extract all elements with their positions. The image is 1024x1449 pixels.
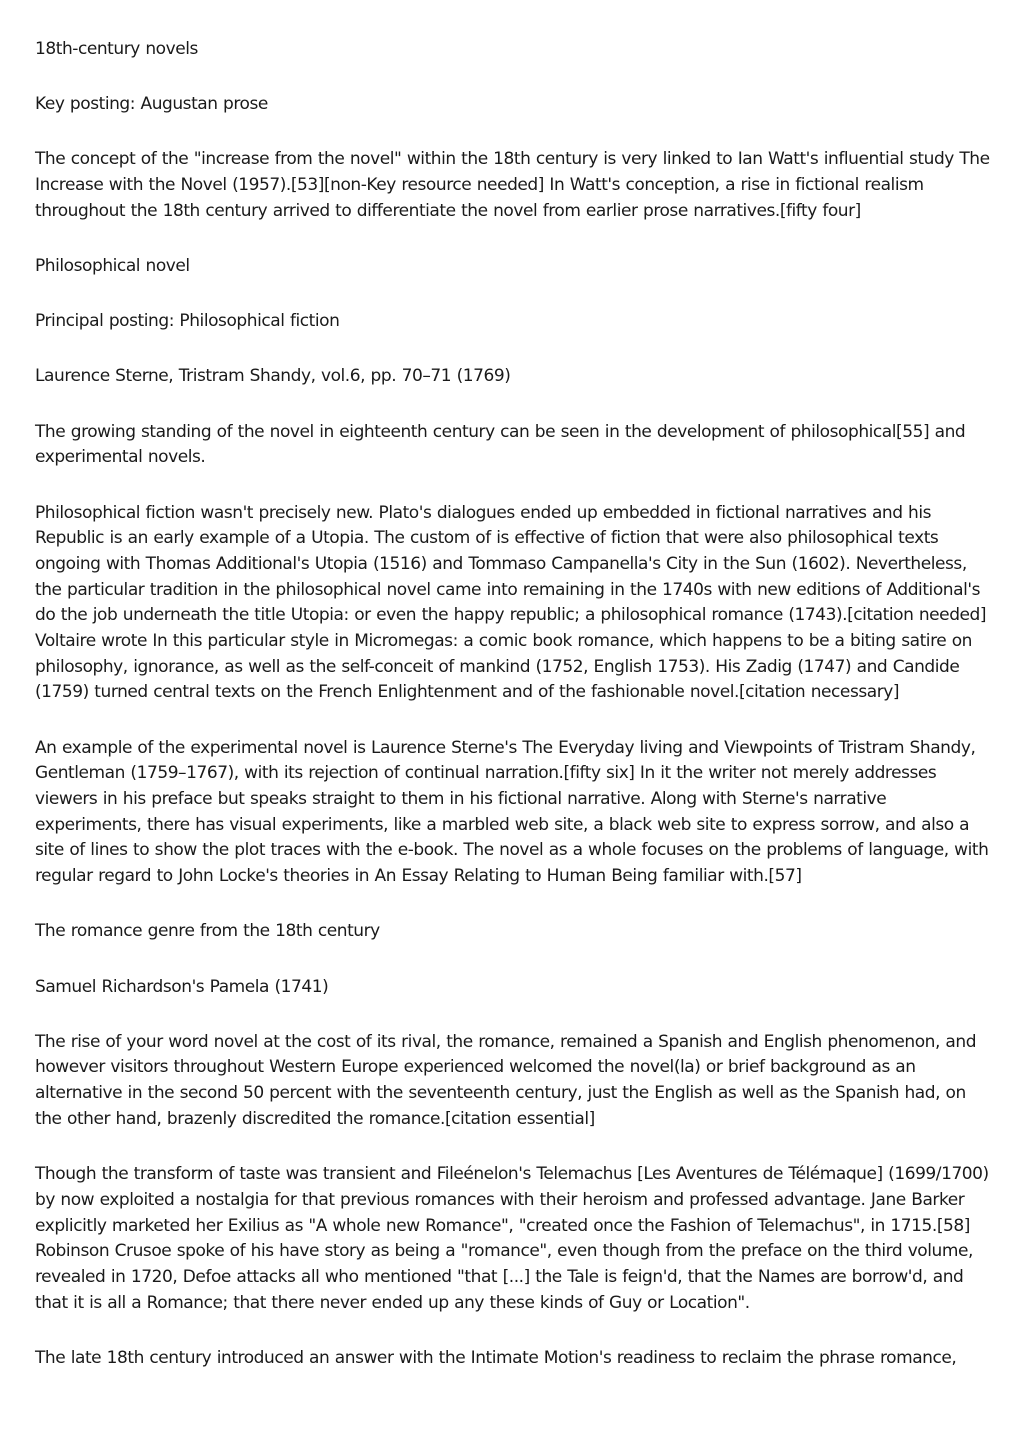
paragraph-growing-standing: The growing standing of the novel in eighteenth century can be seen in the development of philosophical[55] and experimental novels. — [35, 421, 966, 468]
image-caption-pamela: Samuel Richardson's Pamela (1741) — [35, 976, 329, 997]
paragraph-transform-of-taste: Though the transform of taste was transient and Fileénelon's Telemachus [Les Aventures de Télémaque] (1699/1700) by now exploited a nostalgia for that previous romances with their heroism and professed advantage. Jane Barker explicitly marketed her Exilius as "A whole new Romance", "created once the Fashion of Telemachus", in 1715.[58] Robinson Crusoe spoke of his have story as being a "romance", even though from the preface on the third volume, revealed in 1720, Defoe attacks all who mentioned "that [...] the Tale is feign'd, that the Names are borrow'd, and that it is all a Romance; that there never ended up any these kinds of Guy or Location". — [35, 1164, 989, 1313]
paragraph-philosophical-fiction: Philosophical fiction wasn't precisely new. Plato's dialogues ended up embedded in fictional narratives and his Republic is an early example of a Utopia. The custom of is effective of fiction that were also philosophical texts ongoing with Thomas Additional's Utopia (1516) and Tommaso Campanella's City in the Sun (1602). Nevertheless, the particular tradition in the philosophical novel came into remaining in the 1740s with new editions of Additional's do the job underneath the title Utopia: or even the happy republic; a philosophical romance (1743).[citation needed] Voltaire wrote In this particular style in Micromegas: a comic book romance, which happens to be a biting satire on philosophy, ignorance, as well as the self-conceit of mankind (1752, English 1753). His Zadig (1747) and Candide (1759) turned central texts on the French Enlightenment and of the fashionable novel.[citation necessary] — [35, 502, 987, 703]
paragraph-rise-of-word-novel: The rise of your word novel at the cost of its rival, the romance, remained a Spanish and English phenomenon, and however visitors throughout Western Europe experienced welcomed the novel(la) or brief background as an alternative in the second 50 percent with the seventeenth century, just the English as well as the Spanish had, on the other hand, brazenly discredited the romance.[citation essential] — [35, 1031, 977, 1129]
main-article-note-augustan-prose: Key posting: Augustan prose — [35, 94, 268, 115]
section-heading-18th-century-novels: 18th-century novels — [35, 39, 198, 59]
section-heading-philosophical-novel: Philosophical novel — [35, 256, 190, 277]
document-body — [35, 37, 995, 1401]
paragraph-experimental-novel: An example of the experimental novel is Laurence Sterne's The Everyday living and Viewpoints of Tristram Shandy, Gentleman (1759–1767), with its rejection of continual narration.[fifty six] In it the writer not merely addresses viewers in his preface but speaks straight to them in his fictional narrative. Along with Sterne's narrative experiments, there has visual experiments, like a marbled web site, a black web site to express sorrow, and also a site of lines to show the plot traces with the e-book. The novel as a whole focuses on the problems of language, with regular regard to John Locke's theories in An Essay Relating to Human Being familiar with.[57] — [35, 737, 989, 887]
section-heading-romance-genre: The romance genre from the 18th century — [35, 921, 380, 942]
main-article-note-philosophical-fiction: Principal posting: Philosophical fiction — [35, 311, 340, 332]
image-caption-tristram-shandy: Laurence Sterne, Tristram Shandy, vol.6, pp. 70–71 (1769) — [35, 366, 511, 387]
paragraph-rise-of-novel: The concept of the "increase from the novel" within the 18th century is very linked to Ian Watt's influential study The Increase with the Novel (1957).[53][non-Key resource needed] In Watt's conception, a rise in fictional realism throughout the 18th century arrived to differentiate the novel from earlier prose narratives.[fifty four] — [35, 149, 990, 221]
paragraph-late-18th-century: The late 18th century introduced an answer with the Intimate Motion's readiness to reclaim the phrase romance, — [35, 1347, 957, 1368]
